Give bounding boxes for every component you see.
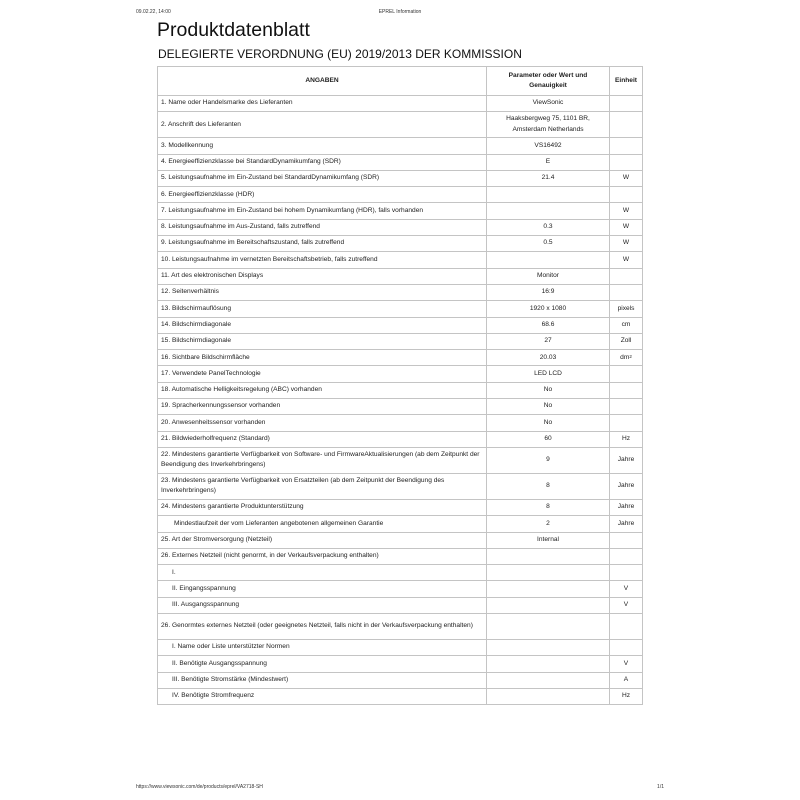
row-unit xyxy=(610,614,643,640)
table-row xyxy=(158,112,643,138)
row-label: 1. Name oder Handelsmarke des Lieferanten xyxy=(158,96,487,112)
table-row xyxy=(158,656,643,672)
table-row xyxy=(158,447,643,473)
row-label: III. Benötigte Stromstärke (Mindestwert) xyxy=(158,672,487,688)
table-row xyxy=(158,203,643,219)
print-header xyxy=(0,9,800,19)
table-row xyxy=(158,415,643,431)
table-row xyxy=(158,672,643,688)
row-label: 9. Leistungsaufnahme im Bereitschaftszustand, falls zutreffend xyxy=(158,236,487,252)
row-unit-text: Jahre xyxy=(617,482,635,490)
row-value: 20.03 xyxy=(487,350,610,366)
row-unit-text: V xyxy=(623,659,629,667)
row-unit xyxy=(610,548,643,564)
row-value xyxy=(487,672,610,688)
table-row xyxy=(158,532,643,548)
table-row xyxy=(158,219,643,235)
table-row xyxy=(158,581,643,597)
table-row xyxy=(158,565,643,581)
row-value xyxy=(487,548,610,564)
table-row xyxy=(158,284,643,300)
row-label: 3. Modellkennung xyxy=(158,138,487,154)
table-row xyxy=(158,382,643,398)
row-label: 18. Automatische Helligkeitsregelung (ABC) vorhanden xyxy=(158,382,487,398)
row-label: 15. Bildschirmdiagonale xyxy=(158,333,487,349)
row-unit xyxy=(610,187,643,203)
row-unit-text: A xyxy=(623,676,629,683)
row-value: No xyxy=(487,399,610,415)
row-unit xyxy=(610,154,643,170)
header-einheit: Einheit xyxy=(610,67,643,96)
row-value: LED LCD xyxy=(487,366,610,382)
table-row xyxy=(158,473,643,499)
row-label: 2. Anschrift des Lieferanten xyxy=(158,112,487,138)
row-value: 0.3 xyxy=(487,219,610,235)
row-label: 24. Mindestens garantierte Produktunterstützung xyxy=(158,499,487,515)
row-unit xyxy=(610,317,643,333)
row-label: 26. Genormtes externes Netzteil (oder geeignetes Netzteil, falls nicht in der Verkaufsverpackung enthalten) xyxy=(158,614,487,640)
table-row xyxy=(158,317,643,333)
print-url: https://www.viewsonic.com/de/products/eprel/VA2718-SH xyxy=(136,784,263,790)
row-unit xyxy=(610,366,643,382)
table-row xyxy=(158,688,643,704)
table-row xyxy=(158,614,643,640)
row-label: 12. Seitenverhältnis xyxy=(158,284,487,300)
row-unit xyxy=(610,138,643,154)
row-unit xyxy=(610,532,643,548)
row-unit xyxy=(610,252,643,268)
row-label: 4. Energieeffizienzklasse bei StandardDynamikumfang (SDR) xyxy=(158,154,487,170)
row-unit xyxy=(610,516,643,532)
row-value: Haaksbergweg 75, 1101 BR, Amsterdam Netherlands xyxy=(487,112,610,138)
row-label: Mindestlaufzeit der vom Lieferanten angebotenen allgemeinen Garantie xyxy=(158,516,487,532)
row-value: VS16492 xyxy=(487,138,610,154)
product-data-table xyxy=(157,66,643,705)
row-label: 7. Leistungsaufnahme im Ein-Zustand bei hohem Dynamikumfang (HDR), falls vorhanden xyxy=(158,203,487,219)
table-row xyxy=(158,187,643,203)
row-label: 20. Anwesenheitssensor vorhanden xyxy=(158,415,487,431)
row-value: No xyxy=(487,415,610,431)
row-unit-text: W xyxy=(622,174,630,182)
row-unit xyxy=(610,170,643,186)
row-value xyxy=(487,656,610,672)
row-value: Monitor xyxy=(487,268,610,284)
table-row xyxy=(158,499,643,515)
row-unit xyxy=(610,640,643,656)
table-row xyxy=(158,431,643,447)
row-unit xyxy=(610,499,643,515)
row-value: 1920 x 1080 xyxy=(487,301,610,317)
row-label: IV. Benötigte Stromfrequenz xyxy=(158,688,487,704)
row-label: I. Name oder Liste unterstützter Normen xyxy=(158,640,487,656)
row-unit xyxy=(610,399,643,415)
row-unit xyxy=(610,415,643,431)
row-label: 5. Leistungsaufnahme im Ein-Zustand bei StandardDynamikumfang (SDR) xyxy=(158,170,487,186)
row-label: II. Benötigte Ausgangsspannung xyxy=(158,656,487,672)
row-unit-text: W xyxy=(622,239,630,247)
row-unit xyxy=(610,382,643,398)
row-value: E xyxy=(487,154,610,170)
row-value: 2 xyxy=(487,516,610,532)
row-value xyxy=(487,565,610,581)
table-row xyxy=(158,138,643,154)
row-unit-text: Jahre xyxy=(617,519,635,527)
row-value xyxy=(487,581,610,597)
row-value: 9 xyxy=(487,447,610,473)
table-row xyxy=(158,268,643,284)
row-unit xyxy=(610,473,643,499)
row-value: 8 xyxy=(487,499,610,515)
row-label: 6. Energieeffizienzklasse (HDR) xyxy=(158,187,487,203)
table-row xyxy=(158,301,643,317)
row-label: III. Ausgangsspannung xyxy=(158,597,487,613)
row-unit xyxy=(610,219,643,235)
row-unit xyxy=(610,565,643,581)
row-label: I. xyxy=(158,565,487,581)
print-page-number: 1/1 xyxy=(657,784,664,790)
row-label: 21. Bildwiederholfrequenz (Standard) xyxy=(158,431,487,447)
row-unit xyxy=(610,112,643,138)
row-unit xyxy=(610,656,643,672)
row-label: 22. Mindestens garantierte Verfügbarkeit von Software- und FirmwareAktualisierungen (ab dem Zeitpunkt der Beendigung des Inverkehrbringens) xyxy=(158,447,487,473)
table-row xyxy=(158,516,643,532)
row-value: ViewSonic xyxy=(487,96,610,112)
row-value xyxy=(487,614,610,640)
header-parameter: Parameter oder Wert und Genauigkeit xyxy=(487,67,610,96)
row-value: 27 xyxy=(487,333,610,349)
row-unit-text: W xyxy=(622,223,630,231)
row-value: Internal xyxy=(487,532,610,548)
row-label: 10. Leistungsaufnahme im vernetzten Bereitschaftsbetrieb, falls zutreffend xyxy=(158,252,487,268)
row-label: 13. Bildschirmauflösung xyxy=(158,301,487,317)
table-header-row xyxy=(158,67,643,96)
row-value: 0.5 xyxy=(487,236,610,252)
row-value: No xyxy=(487,382,610,398)
row-unit xyxy=(610,284,643,300)
row-value xyxy=(487,203,610,219)
table-row xyxy=(158,640,643,656)
row-value: 21.4 xyxy=(487,170,610,186)
row-unit-text: Zoll xyxy=(620,337,632,345)
row-label: 19. Spracherkennungssensor vorhanden xyxy=(158,399,487,415)
row-label: 8. Leistungsaufnahme im Aus-Zustand, falls zutreffend xyxy=(158,219,487,235)
table-row xyxy=(158,366,643,382)
row-value xyxy=(487,252,610,268)
row-unit xyxy=(610,96,643,112)
table-row xyxy=(158,333,643,349)
print-datetime: 09.02.22, 14:00 xyxy=(136,9,171,15)
table-row xyxy=(158,399,643,415)
row-unit-superscript: 2 xyxy=(629,353,632,359)
row-unit-text: cm xyxy=(621,320,631,328)
row-value xyxy=(487,187,610,203)
row-unit xyxy=(610,688,643,704)
row-unit xyxy=(610,236,643,252)
row-unit xyxy=(610,447,643,473)
row-label: 16. Sichtbare Bildschirmfläche xyxy=(158,350,487,366)
row-value xyxy=(487,597,610,613)
row-label: 14. Bildschirmdiagonale xyxy=(158,317,487,333)
table-row xyxy=(158,96,643,112)
row-unit xyxy=(610,350,643,366)
table-row xyxy=(158,154,643,170)
row-unit-text: V xyxy=(623,584,629,592)
row-unit-text: Jahre xyxy=(617,456,635,464)
print-page-title: EPREL Information xyxy=(378,9,422,15)
row-label: 11. Art des elektronischen Displays xyxy=(158,268,487,284)
row-unit xyxy=(610,203,643,219)
header-angaben: ANGABEN xyxy=(158,67,487,96)
row-unit xyxy=(610,581,643,597)
table-row xyxy=(158,548,643,564)
row-unit xyxy=(610,333,643,349)
document-subtitle: DELEGIERTE VERORDNUNG (EU) 2019/2013 DER KOMMISSION xyxy=(158,47,522,61)
row-label: 25. Art der Stromversorgung (Netzteil) xyxy=(158,532,487,548)
row-unit-text: dm xyxy=(620,353,630,361)
row-value xyxy=(487,640,610,656)
row-unit-text: pixels xyxy=(617,304,635,312)
row-value xyxy=(487,688,610,704)
row-value: 68.6 xyxy=(487,317,610,333)
table-row xyxy=(158,350,643,366)
row-value: 60 xyxy=(487,431,610,447)
row-label: 23. Mindestens garantierte Verfügbarkeit von Ersatzteilen (ab dem Zeitpunkt der Beendigung des Inverkehrbringens) xyxy=(158,473,487,499)
row-unit xyxy=(610,597,643,613)
row-unit-text: Hz xyxy=(621,435,631,443)
table-row xyxy=(158,236,643,252)
row-unit-text: V xyxy=(623,601,629,609)
row-label: 26. Externes Netzteil (nicht genormt, in der Verkaufsverpackung enthalten) xyxy=(158,548,487,564)
row-unit-text: Hz xyxy=(621,692,631,700)
row-unit-text: W xyxy=(622,206,630,214)
table-row xyxy=(158,597,643,613)
row-unit-text: Jahre xyxy=(617,503,635,511)
row-value: 16:9 xyxy=(487,284,610,300)
row-unit xyxy=(610,431,643,447)
row-label: II. Eingangsspannung xyxy=(158,581,487,597)
row-unit xyxy=(610,672,643,688)
document-title: Produktdatenblatt xyxy=(157,19,310,41)
row-value: 8 xyxy=(487,473,610,499)
row-unit xyxy=(610,268,643,284)
table-row xyxy=(158,252,643,268)
row-unit-text: W xyxy=(622,255,630,263)
row-label: 17. Verwendete PanelTechnologie xyxy=(158,366,487,382)
row-unit xyxy=(610,301,643,317)
table-row xyxy=(158,170,643,186)
